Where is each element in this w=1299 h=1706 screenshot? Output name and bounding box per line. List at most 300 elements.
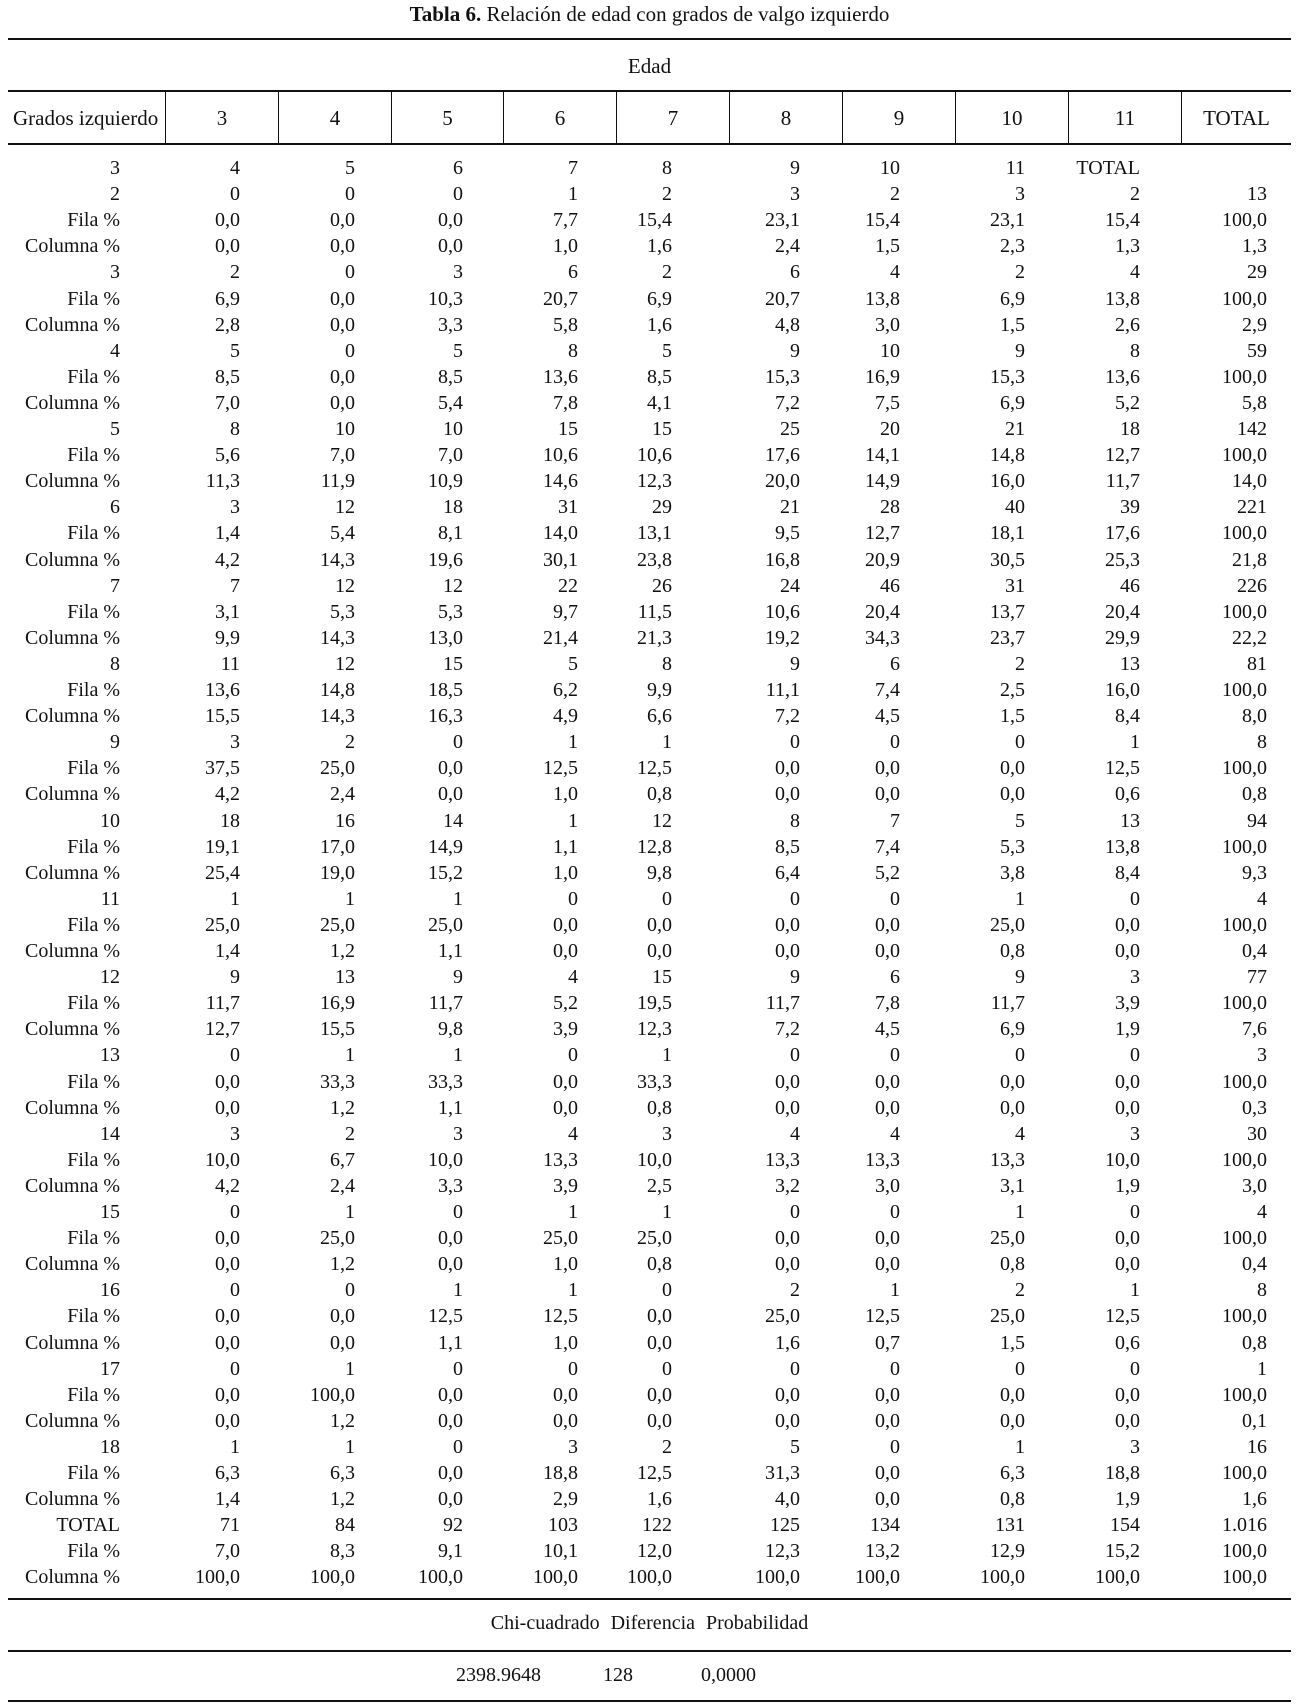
table-cell: 33,3	[637, 1070, 672, 1093]
table-cell: 15	[652, 966, 672, 989]
table-cell: 0,0	[215, 1331, 240, 1354]
table-cell: 0,0	[775, 940, 800, 962]
table-cell: 8,4	[1115, 861, 1140, 884]
table-cell: 0	[1015, 1044, 1025, 1067]
table-cell: 7,4	[875, 835, 900, 858]
table-cell: 15,5	[205, 705, 240, 728]
table-cell: 0,1	[1242, 1409, 1267, 1432]
table-cell: 9,1	[438, 1540, 463, 1563]
table-cell: 20,0	[765, 470, 800, 493]
table-cell: 16,8	[765, 548, 800, 571]
edad-header: Edad	[627, 54, 672, 78]
table-cell: 0	[662, 1279, 672, 1302]
table-cell: 9,7	[553, 600, 578, 623]
table-cell: 0,0	[775, 1409, 800, 1432]
table-cell: 1	[568, 1279, 578, 1302]
table-cell: 7,0	[330, 444, 355, 467]
table-cell: 5,2	[1115, 391, 1140, 414]
table-cell: 20,9	[865, 548, 900, 571]
table-cell: 7,0	[215, 391, 240, 414]
table-caption: Relación de edad con grados de valgo izquierdo	[486, 2, 890, 26]
table-cell: 1	[345, 1044, 355, 1067]
table-cell: 154	[1110, 1514, 1140, 1537]
table-cell: 21,3	[637, 626, 672, 649]
table-cell: 46	[880, 574, 900, 597]
row-label: 9	[110, 731, 120, 754]
table-cell: 25,0	[990, 913, 1025, 936]
table-cell: 0	[568, 1357, 578, 1380]
row-label: 2	[110, 183, 120, 206]
table-cell: 2	[662, 261, 672, 284]
row-label: Fila %	[67, 1462, 120, 1484]
table-cell: 0,0	[215, 1227, 240, 1250]
table-cell: 8	[230, 418, 240, 440]
table-cell: 13,8	[1105, 287, 1140, 310]
row-label: 8	[110, 652, 120, 675]
table-cell: 2,8	[215, 313, 240, 336]
table-cell: 30,5	[990, 548, 1025, 571]
table-cell: 0	[230, 1357, 240, 1380]
table-cell: 0,0	[553, 940, 578, 962]
table-cell: 7,5	[875, 391, 900, 414]
table-cell: 0,0	[1115, 1383, 1140, 1406]
table-cell: 6,9	[1000, 287, 1025, 310]
table-cell: 13,6	[543, 365, 578, 388]
table-cell: 31,3	[765, 1462, 800, 1484]
table-cell: 0	[890, 731, 900, 754]
table-cell: 14,8	[990, 444, 1025, 467]
table-cell: 1	[568, 731, 578, 754]
table-cell: 1	[890, 1279, 900, 1302]
table-cell: 30,1	[543, 548, 578, 571]
table-cell: 20	[880, 418, 900, 440]
probabilidad-value: 0,0000	[701, 1664, 756, 1686]
table-cell: 0	[890, 887, 900, 910]
table-cell: 100,0	[1222, 1070, 1267, 1093]
table-cell: 11,1	[765, 679, 800, 701]
table-cell: 23,1	[765, 209, 800, 232]
table-cell: 7,2	[775, 1018, 800, 1041]
table-cell: 12,5	[637, 1462, 672, 1484]
table-cell: 12	[335, 496, 355, 519]
table-cell: 0	[890, 1201, 900, 1223]
table-cell: 4	[790, 1122, 800, 1145]
table-cell: 2,3	[1000, 235, 1025, 258]
row-label: Columna %	[25, 1018, 120, 1041]
table-cell: 81	[1247, 652, 1267, 675]
table-cell: 10,0	[1105, 1148, 1140, 1171]
table-cell: 103	[548, 1514, 578, 1537]
table-cell: 0,0	[215, 1409, 240, 1432]
table-cell: 0,0	[438, 757, 463, 780]
table-cell: 18,1	[990, 522, 1025, 545]
table-cell: 6,6	[647, 705, 672, 728]
header-col-3: 3	[165, 92, 278, 144]
table-cell: 0,0	[875, 1070, 900, 1093]
row-label: Fila %	[67, 835, 120, 858]
table-cell: 1	[230, 1435, 240, 1458]
table-cell: 13,6	[205, 679, 240, 701]
table-cell: 8,5	[775, 835, 800, 858]
row-label: Fila %	[67, 444, 120, 467]
table-cell: 1	[345, 1435, 355, 1458]
table-cell: 0,0	[875, 913, 900, 936]
row-label: Fila %	[67, 209, 120, 232]
row-label: 13	[100, 1044, 120, 1067]
table-cell: 15,5	[320, 1018, 355, 1041]
row-label: Columna %	[25, 1566, 120, 1589]
table-cell: 10,6	[765, 600, 800, 623]
row-label: Fila %	[67, 287, 120, 310]
table-cell: 1,2	[330, 1253, 355, 1276]
table-cell: 1	[662, 731, 672, 754]
table-cell: 0,0	[1115, 1409, 1140, 1432]
table-cell: 5	[453, 339, 463, 362]
table-cell: 0	[1130, 887, 1140, 910]
table-cell: 12	[335, 652, 355, 675]
table-cell: 4	[568, 1122, 578, 1145]
table-cell: 1	[662, 1201, 672, 1223]
table-cell: 14,3	[320, 626, 355, 649]
table-cell: 5,3	[330, 600, 355, 623]
table-cell: 221	[1237, 496, 1267, 519]
table-cell: 13,3	[543, 1148, 578, 1171]
table-cell: 37,5	[205, 757, 240, 780]
row-label: 12	[100, 966, 120, 989]
table-cell: 9	[790, 339, 800, 362]
table-cell: 6,3	[330, 1462, 355, 1484]
table-cell: 13,1	[637, 522, 672, 545]
table-cell: 100,0	[418, 1566, 463, 1589]
table-cell: 142	[1237, 418, 1267, 440]
table-cell: 25,0	[320, 757, 355, 780]
table-cell: 0,0	[330, 209, 355, 232]
table-cell: 1,6	[775, 1331, 800, 1354]
table-cell: 0,8	[1242, 783, 1267, 806]
row-label: TOTAL	[56, 1514, 120, 1537]
table-cell: 0	[790, 731, 800, 754]
table-cell: 0,0	[775, 913, 800, 936]
table-cell: 3,3	[438, 313, 463, 336]
table-cell: 0,0	[1000, 1409, 1025, 1432]
table-cell: 2,9	[553, 1488, 578, 1511]
table-cell: 12,9	[990, 1540, 1025, 1563]
row-label: Columna %	[25, 470, 120, 493]
table-cell: 1,2	[330, 1409, 355, 1432]
table-cell: 0	[890, 1044, 900, 1067]
table-cell: 0,0	[875, 1253, 900, 1276]
table-cell: 0,0	[553, 1070, 578, 1093]
table-cell: 8	[1257, 731, 1267, 754]
table-cell: 2,9	[1242, 313, 1267, 336]
table-cell: 14,9	[865, 470, 900, 493]
table-cell: 15,3	[765, 365, 800, 388]
table-cell: 23,8	[637, 548, 672, 571]
row-label: Columna %	[25, 1409, 120, 1432]
table-cell: 1,6	[647, 1488, 672, 1511]
row-label: Columna %	[25, 235, 120, 258]
table-cell: 0,0	[553, 1383, 578, 1406]
table-cell: 10	[443, 418, 463, 440]
table-cell: 0,0	[215, 235, 240, 258]
table-cell: 0,0	[438, 209, 463, 232]
table-cell: 100,0	[1222, 757, 1267, 780]
table-cell: 1,9	[1115, 1174, 1140, 1197]
table-cell: 16,3	[428, 705, 463, 728]
table-cell: 15,2	[428, 861, 463, 884]
table-cell: 0,8	[1000, 1488, 1025, 1511]
table-cell: 1,2	[330, 940, 355, 962]
table-cell: 13,3	[765, 1148, 800, 1171]
table-cell: 7,6	[1242, 1018, 1267, 1041]
table-cell: 6,2	[553, 679, 578, 701]
table-cell: 0,0	[875, 1462, 900, 1484]
table-cell: 0	[345, 1279, 355, 1302]
table-cell: 0	[790, 1357, 800, 1380]
table-cell: 17,6	[765, 444, 800, 467]
table-cell: 5,6	[215, 444, 240, 467]
row-label: 14	[100, 1122, 120, 1145]
table-cell: 14,0	[543, 522, 578, 545]
row-label: 3	[110, 157, 120, 179]
table-cell: 0,0	[1000, 1070, 1025, 1093]
table-cell: 8,5	[215, 365, 240, 388]
table-cell: 1	[453, 1279, 463, 1302]
table-cell: 15,3	[990, 365, 1025, 388]
table-cell: 15,4	[1105, 209, 1140, 232]
table-cell: 0,0	[875, 1096, 900, 1119]
row-label: 4	[110, 339, 120, 362]
table-cell: 2	[345, 1122, 355, 1145]
table-cell: 3,1	[215, 600, 240, 623]
table-cell: 33,3	[320, 1070, 355, 1093]
table-cell: 0	[453, 183, 463, 206]
table-cell: 3,3	[438, 1174, 463, 1197]
header-col-11: 11	[1068, 92, 1181, 144]
table-cell: 2,5	[647, 1174, 672, 1197]
header-rule	[8, 143, 1291, 145]
table-cell: 0,0	[647, 1331, 672, 1354]
table-cell: 1	[1015, 1201, 1025, 1223]
table-cell: 25,0	[428, 913, 463, 936]
table-cell: 0,0	[647, 940, 672, 962]
table-cell: 0	[453, 1357, 463, 1380]
table-cell: 7,0	[215, 1540, 240, 1563]
table-cell: 4	[1130, 261, 1140, 284]
table-cell: 16	[1247, 1435, 1267, 1458]
table-cell: 12	[443, 574, 463, 597]
row-label: Columna %	[25, 1174, 120, 1197]
table-cell: 9	[1015, 339, 1025, 362]
table-cell: 3,8	[1000, 861, 1025, 884]
table-cell: 0,0	[775, 783, 800, 806]
table-cell: 8	[1257, 1279, 1267, 1302]
table-cell: 18	[443, 496, 463, 519]
table-cell: 17,6	[1105, 522, 1140, 545]
table-cell: 14,1	[865, 444, 900, 467]
row-label: Fila %	[67, 757, 120, 780]
table-cell: 100,0	[1222, 679, 1267, 701]
table-cell: 2	[790, 1279, 800, 1302]
table-cell: 16,0	[1105, 679, 1140, 701]
table-cell: 20,4	[1105, 600, 1140, 623]
table-cell: 6,9	[647, 287, 672, 310]
table-cell: 7,8	[875, 992, 900, 1015]
table-cell: 7	[230, 574, 240, 597]
table-cell: 3,1	[1000, 1174, 1025, 1197]
table-cell: 0	[790, 1044, 800, 1067]
table-cell: 0,8	[647, 783, 672, 806]
table-cell: 12,3	[637, 1018, 672, 1041]
table-cell: 4	[1257, 1201, 1267, 1223]
row-label: Fila %	[67, 1148, 120, 1171]
table-cell: 100,0	[1222, 1305, 1267, 1328]
table-cell: 12,7	[865, 522, 900, 545]
table-cell: 7,2	[775, 391, 800, 414]
table-cell: 0,0	[215, 1253, 240, 1276]
table-cell: 1,3	[1242, 235, 1267, 258]
table-cell: 9	[790, 157, 800, 179]
table-cell: 1,5	[1000, 313, 1025, 336]
table-cell: 4,2	[215, 548, 240, 571]
table-cell: 5,3	[438, 600, 463, 623]
table-cell: 100,0	[1222, 600, 1267, 623]
table-cell: 11,3	[205, 470, 240, 493]
table-cell: 5,3	[1000, 835, 1025, 858]
table-cell: 31	[558, 496, 578, 519]
table-cell: 6	[453, 157, 463, 179]
row-label: Columna %	[25, 391, 120, 414]
table-cell: 25,0	[320, 913, 355, 936]
table-cell: 11,7	[205, 992, 240, 1015]
table-cell: 6	[790, 261, 800, 284]
table-cell: 25	[780, 418, 800, 440]
table-cell: 9,9	[647, 679, 672, 701]
table-cell: 0,0	[1115, 1096, 1140, 1119]
table-cell: 11,7	[765, 992, 800, 1015]
table-cell: 1,5	[875, 235, 900, 258]
table-cell: 20,7	[765, 287, 800, 310]
table-cell: 0,0	[330, 391, 355, 414]
header-col-5: 5	[391, 92, 503, 144]
header-col-total: TOTAL	[1181, 92, 1291, 144]
row-label: Columna %	[25, 783, 120, 806]
table-cell: 0,0	[875, 1383, 900, 1406]
row-label: 6	[110, 496, 120, 519]
table-cell: 0,0	[1115, 913, 1140, 936]
table-cell: 19,0	[320, 861, 355, 884]
table-cell: 4,2	[215, 1174, 240, 1197]
table-cell: 0,0	[553, 913, 578, 936]
table-cell: 59	[1247, 339, 1267, 362]
table-cell: 8	[662, 157, 672, 179]
table-cell: 3	[1130, 966, 1140, 989]
table-cell: 100,0	[1095, 1566, 1140, 1589]
table-cell: 0,6	[1115, 1331, 1140, 1354]
table-cell: 2	[662, 1435, 672, 1458]
table-cell: 3	[662, 1122, 672, 1145]
table-cell: 1	[568, 1201, 578, 1223]
chi-cuadrado-value: 2398.9648	[456, 1664, 541, 1686]
table-cell: 0,0	[330, 365, 355, 388]
table-cell: 10,9	[428, 470, 463, 493]
table-cell: 0	[790, 1201, 800, 1223]
table-cell: 25,0	[205, 913, 240, 936]
header-col-4: 4	[278, 92, 391, 144]
table-cell: 0	[790, 887, 800, 910]
table-cell: 4,5	[875, 1018, 900, 1041]
table-cell: 0,0	[1000, 1383, 1025, 1406]
table-cell: 5,8	[1242, 391, 1267, 414]
header-col-6: 6	[503, 92, 616, 144]
table-cell: 19,6	[428, 548, 463, 571]
table-cell: 131	[995, 1514, 1025, 1537]
table-cell: 0,0	[215, 1096, 240, 1119]
table-cell: 0,4	[1242, 940, 1267, 962]
table-cell: 14,3	[320, 705, 355, 728]
table-cell: 18	[220, 809, 240, 832]
row-label: 15	[100, 1201, 120, 1223]
table-number: Tabla 6.	[409, 2, 482, 26]
table-cell: 1,2	[330, 1096, 355, 1119]
table-cell: 1	[568, 183, 578, 206]
table-cell: 12,5	[428, 1305, 463, 1328]
table-cell: 24	[780, 574, 800, 597]
table-cell: 26	[652, 574, 672, 597]
table-cell: 100,0	[627, 1566, 672, 1589]
table-cell: 1	[453, 887, 463, 910]
table-cell: 18,5	[428, 679, 463, 701]
table-cell: 0,0	[775, 757, 800, 780]
table-cell: 25,3	[1105, 548, 1140, 571]
table-cell: 100,0	[1222, 1383, 1267, 1406]
table-cell: 0,0	[330, 1305, 355, 1328]
table-cell: 10	[880, 339, 900, 362]
table-cell: 0	[230, 1279, 240, 1302]
table-cell: 0,0	[875, 757, 900, 780]
table-cell: 14,8	[320, 679, 355, 701]
row-label: Fila %	[67, 992, 120, 1015]
table-cell: 15	[558, 418, 578, 440]
table-cell: 13,3	[990, 1148, 1025, 1171]
table-cell: 11,7	[1105, 470, 1140, 493]
table-cell: 13,2	[865, 1540, 900, 1563]
table-cell: 33,3	[428, 1070, 463, 1093]
table-cell: 2	[890, 183, 900, 206]
table-cell: 12,7	[1105, 444, 1140, 467]
row-label: Columna %	[25, 313, 120, 336]
table-cell: 14	[443, 809, 463, 832]
table-cell: 19,5	[637, 992, 672, 1015]
table-cell: 10,6	[637, 444, 672, 467]
table-cell: 9	[1015, 966, 1025, 989]
table-cell: 0,0	[330, 287, 355, 310]
table-cell: 3,0	[875, 1174, 900, 1197]
table-cell: 25,0	[990, 1227, 1025, 1250]
table-cell: 0	[890, 1435, 900, 1458]
table-cell: 10,0	[205, 1148, 240, 1171]
table-cell: 1,5	[1000, 1331, 1025, 1354]
row-label: Columna %	[25, 705, 120, 728]
table-cell: 1,6	[647, 235, 672, 258]
table-cell: 1.016	[1222, 1514, 1267, 1537]
table-cell: 3	[453, 261, 463, 284]
table-cell: 84	[335, 1514, 355, 1537]
table-cell: 9	[230, 966, 240, 989]
table-cell: 5	[790, 1435, 800, 1458]
table-cell: 1	[1015, 887, 1025, 910]
table-cell: 1,0	[553, 861, 578, 884]
